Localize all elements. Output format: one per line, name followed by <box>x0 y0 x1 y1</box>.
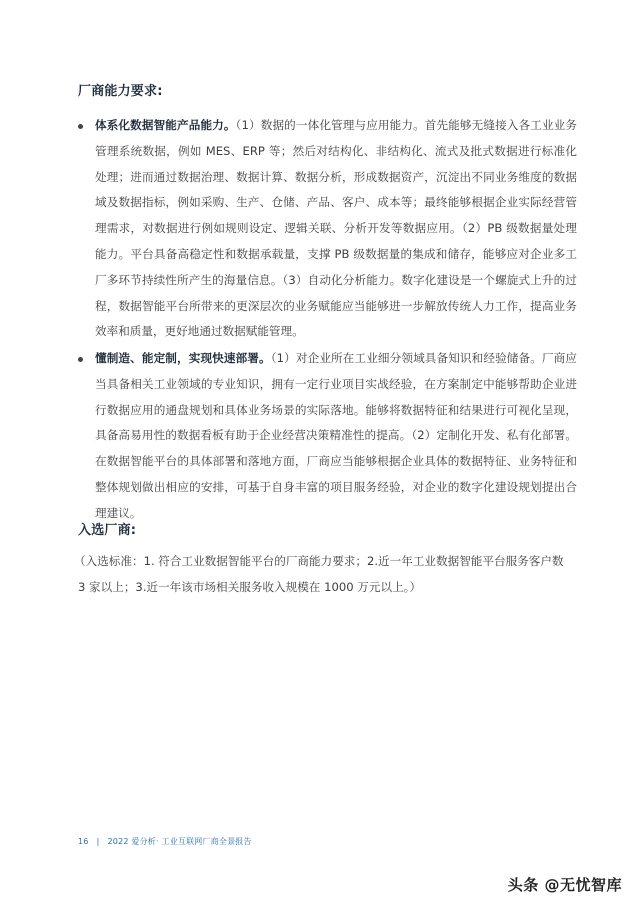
bullet-dot-icon <box>78 357 83 362</box>
bullet-dot-icon <box>78 124 83 129</box>
page-footer <box>78 836 252 847</box>
list-item <box>95 113 577 345</box>
selection-criteria-note: （入选标准：1. 符合工业数据智能平台的厂商能力要求；2.近一年工业数据智能平台服务客户数 3 家以上；3.近一年该市场相关服务收入规模在 1000 万元以上。） <box>74 554 564 594</box>
section-heading-selected-vendors: 入选厂商: <box>78 523 137 538</box>
bullet-lead: 体系化数据智能产品能力。 <box>95 118 236 132</box>
page-number: 16 <box>78 837 89 846</box>
bullet-lead: 懂制造、能定制，实现快速部署。 <box>95 351 271 365</box>
section-heading-vendor-requirements: 厂商能力要求: <box>78 84 163 99</box>
bullet-text: （1）数据的一体化管理与应用能力。首先能够无缝接入各工业业务管理系统数据，例如 MES、ERP 等；然后对结构化、非结构化、流式及批式数据进行标准化处理；进而通过数据治理、数据计算、数据分析，形成数据资产，沉淀出不同业务维度的数据域及数据指标，例如采购、生产、仓储、产品、客户、成本等；最终能够根据企业实际经营管理需求，对数据进行例如规则设定、逻辑关联、分析开发等数据应用。（2）PB 级数据量处理能力。平台具备高稳定性和数据承载量，支撑 PB 级数据量的集成和储存，能够应对企业多工厂多环节持续性所产生的海量信息。（3）自动化分析能力。数字化建设是一个螺旋式上升的过程，数据智能平台所带来的更深层次的业务赋能应当能够进一步解放传统人力工作，提高业务效率和质量，更好地通过数据赋能管理。 <box>95 118 577 339</box>
bullet-text: （1）对企业所在工业细分领域具备知识和经验储备。厂商应当具备相关工业领域的专业知识，拥有一定行业项目实战经验，在方案制定中能够帮助企业进行数据应用的通盘规划和具体业务场景的实际落地。能够将数据特征和结果进行可视化呈现，具备高易用性的数据看板有助于企业经营决策精准性的提高。（2）定制化开发、私有化部署。在数据智能平台的具体部署和落地方面，厂商应当能够根据企业具体的数据特征、业务特征和整体规划做出相应的安排，可基于自身丰富的项目服务经验，对企业的数字化建设规划提出合理建议。 <box>95 351 577 520</box>
report-title: 2022 爱分析· 工业互联网厂商全景报告 <box>107 837 252 846</box>
list-item <box>95 346 577 527</box>
watermark: 头条 @无忧智库 <box>507 876 622 894</box>
footer-separator: | <box>96 837 100 846</box>
